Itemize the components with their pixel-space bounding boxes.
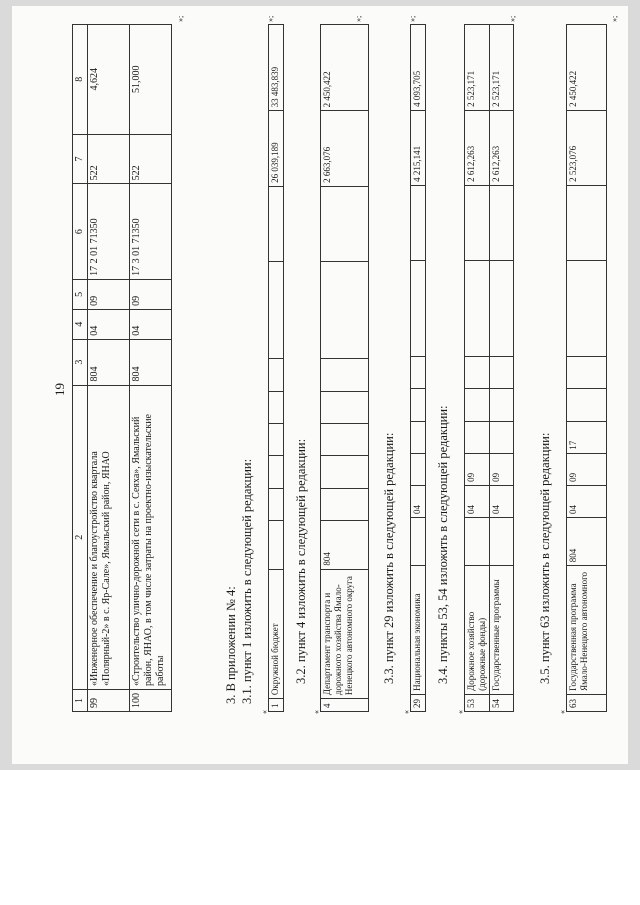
- row-number: 99: [88, 690, 130, 712]
- empty-cell: [490, 518, 514, 566]
- cell-code: 17: [567, 421, 607, 453]
- cell-value: 04: [130, 309, 172, 339]
- empty-cell: [411, 421, 426, 453]
- empty-cell: [269, 262, 284, 359]
- end-mark: »;: [408, 15, 417, 22]
- row-number: 4: [321, 699, 369, 712]
- empty-cell: [490, 357, 514, 389]
- end-mark: »;: [266, 15, 275, 22]
- cell-code: 09: [465, 453, 490, 485]
- cell-amount: 2 523,076: [567, 110, 607, 185]
- cell-amount: 4 093,705: [411, 25, 426, 111]
- empty-cell: [411, 518, 426, 566]
- open-quote: «: [456, 710, 465, 714]
- table-row: [269, 25, 284, 712]
- empty-cell: [321, 424, 369, 456]
- empty-cell: [490, 260, 514, 356]
- empty-cell: [269, 488, 284, 520]
- row-name: Департамент транспорта и дорожного хозяйства Ямало-Ненецкого автономного округа: [321, 569, 369, 698]
- row-number: 63: [567, 694, 607, 711]
- page-number: 19: [52, 383, 67, 396]
- empty-cell: [465, 185, 490, 260]
- empty-cell: [567, 260, 607, 356]
- cell-value: 04: [88, 309, 130, 339]
- row-number: 100: [130, 690, 172, 712]
- empty-cell: [411, 260, 426, 356]
- empty-cell: [490, 421, 514, 453]
- empty-cell: [411, 185, 426, 260]
- cell-code: 804: [321, 521, 369, 570]
- cell-value: 804: [88, 339, 130, 385]
- cell-value: 17 3 01 71350: [130, 184, 172, 280]
- empty-cell: [321, 186, 369, 261]
- empty-cell: [465, 260, 490, 356]
- cell-value: 17 2 01 71350: [88, 184, 130, 280]
- table-row: [567, 25, 607, 712]
- end-mark: »;: [176, 15, 185, 22]
- empty-cell: [269, 456, 284, 488]
- header-cell: 4: [73, 309, 88, 339]
- cell-value: 09: [88, 279, 130, 309]
- header-cell: 6: [73, 184, 88, 280]
- empty-cell: [567, 357, 607, 389]
- cell-value: 522: [88, 134, 130, 184]
- section-heading: 3.3. пункт 29 изложить в следующей редакции:: [382, 432, 396, 684]
- section-heading: 3.2. пункт 4 изложить в следующей редакции:: [294, 438, 308, 684]
- empty-cell: [321, 359, 369, 391]
- header-cell: 8: [73, 25, 88, 135]
- empty-cell: [567, 389, 607, 421]
- empty-cell: [321, 262, 369, 359]
- rotated-content: [12, 6, 628, 764]
- document-page: [12, 6, 628, 764]
- row-number: 53: [465, 694, 490, 711]
- cell-code: 09: [490, 453, 514, 485]
- section-heading: 3. В приложении № 4:: [224, 586, 238, 704]
- amendment-table: [410, 24, 426, 712]
- row-name: «Строительство улично-дорожной сети в с. Сеяха», Ямальский район, ЯНАО, в том числе затраты на проектно-изыскательские работы: [130, 385, 172, 689]
- header-cell: 7: [73, 134, 88, 184]
- table-row: [130, 25, 172, 712]
- cell-value: 09: [130, 279, 172, 309]
- empty-cell: [411, 453, 426, 485]
- row-name: Государственная программа Ямало-Ненецкого автономного: [567, 566, 607, 695]
- cell-code: 804: [567, 518, 607, 566]
- empty-cell: [567, 185, 607, 260]
- end-mark: »;: [354, 15, 363, 22]
- cell-amount: 2 523,171: [465, 25, 490, 111]
- row-name: Дорожное хозяйство (дорожные фонды): [465, 566, 490, 695]
- empty-cell: [269, 186, 284, 261]
- amendment-table: [268, 24, 284, 712]
- section-heading: 3.4. пункты 53, 54 изложить в следующей редакции:: [436, 405, 450, 684]
- cell-amount: 26 039,189: [269, 111, 284, 186]
- cell-amount: 2 523,171: [490, 25, 514, 111]
- empty-cell: [490, 389, 514, 421]
- row-name: Окружной бюджет: [269, 569, 284, 698]
- open-quote: «: [260, 710, 269, 714]
- empty-cell: [465, 518, 490, 566]
- empty-cell: [465, 389, 490, 421]
- header-cell: 2: [73, 385, 88, 689]
- end-mark: »;: [610, 15, 619, 22]
- row-number: 1: [269, 699, 284, 712]
- header-cell: 3: [73, 339, 88, 385]
- cell-amount: 4 215,141: [411, 110, 426, 185]
- cell-amount: 4,624: [88, 25, 130, 135]
- table-row: [88, 25, 130, 712]
- empty-cell: [321, 456, 369, 488]
- table-row: [490, 25, 514, 712]
- cell-amount: 2 612,263: [490, 110, 514, 185]
- empty-cell: [465, 421, 490, 453]
- row-name: «Инженерное обеспечение и благоустройство квартала «Полярный-2» в с. Яр-Сале», Ямальский район, ЯНАО: [88, 385, 130, 689]
- cell-code: 04: [411, 485, 426, 517]
- cell-code: 04: [465, 485, 490, 517]
- cell-amount: 2 450,422: [567, 25, 607, 111]
- empty-cell: [321, 488, 369, 520]
- empty-cell: [490, 185, 514, 260]
- row-name: Национальная экономика: [411, 566, 426, 695]
- empty-cell: [411, 389, 426, 421]
- empty-cell: [411, 357, 426, 389]
- open-quote: «: [402, 710, 411, 714]
- appendix-table: [72, 24, 172, 712]
- empty-cell: [269, 521, 284, 570]
- row-number: 29: [411, 694, 426, 711]
- header-cell: 5: [73, 279, 88, 309]
- cell-code: 04: [567, 485, 607, 517]
- cell-amount: 33 483,839: [269, 25, 284, 111]
- empty-cell: [465, 357, 490, 389]
- empty-cell: [269, 359, 284, 391]
- table-row: [321, 25, 369, 712]
- cell-amount: 2 450,422: [321, 25, 369, 111]
- table-header-row: [73, 25, 88, 712]
- amendment-table: [464, 24, 514, 712]
- table-row: [411, 25, 426, 712]
- open-quote: «: [312, 710, 321, 714]
- cell-amount: 2 612,263: [465, 110, 490, 185]
- empty-cell: [269, 391, 284, 423]
- cell-value: 804: [130, 339, 172, 385]
- cell-code: 09: [567, 453, 607, 485]
- header-cell: 1: [73, 690, 88, 712]
- amendment-table: [566, 24, 607, 712]
- amendment-table: [320, 24, 369, 712]
- open-quote: «: [558, 710, 567, 714]
- section-heading: 3.1. пункт 1 изложить в следующей редакции:: [240, 458, 254, 704]
- table-row: [465, 25, 490, 712]
- end-mark: »;: [508, 15, 517, 22]
- row-name: Государственные программы: [490, 566, 514, 695]
- empty-cell: [321, 391, 369, 423]
- cell-code: 04: [490, 485, 514, 517]
- section-heading: 3.5. пункт 63 изложить в следующей редакции:: [538, 432, 552, 684]
- cell-amount: 51,000: [130, 25, 172, 135]
- empty-cell: [269, 424, 284, 456]
- row-number: 54: [490, 694, 514, 711]
- cell-value: 522: [130, 134, 172, 184]
- cell-amount: 2 663,076: [321, 111, 369, 186]
